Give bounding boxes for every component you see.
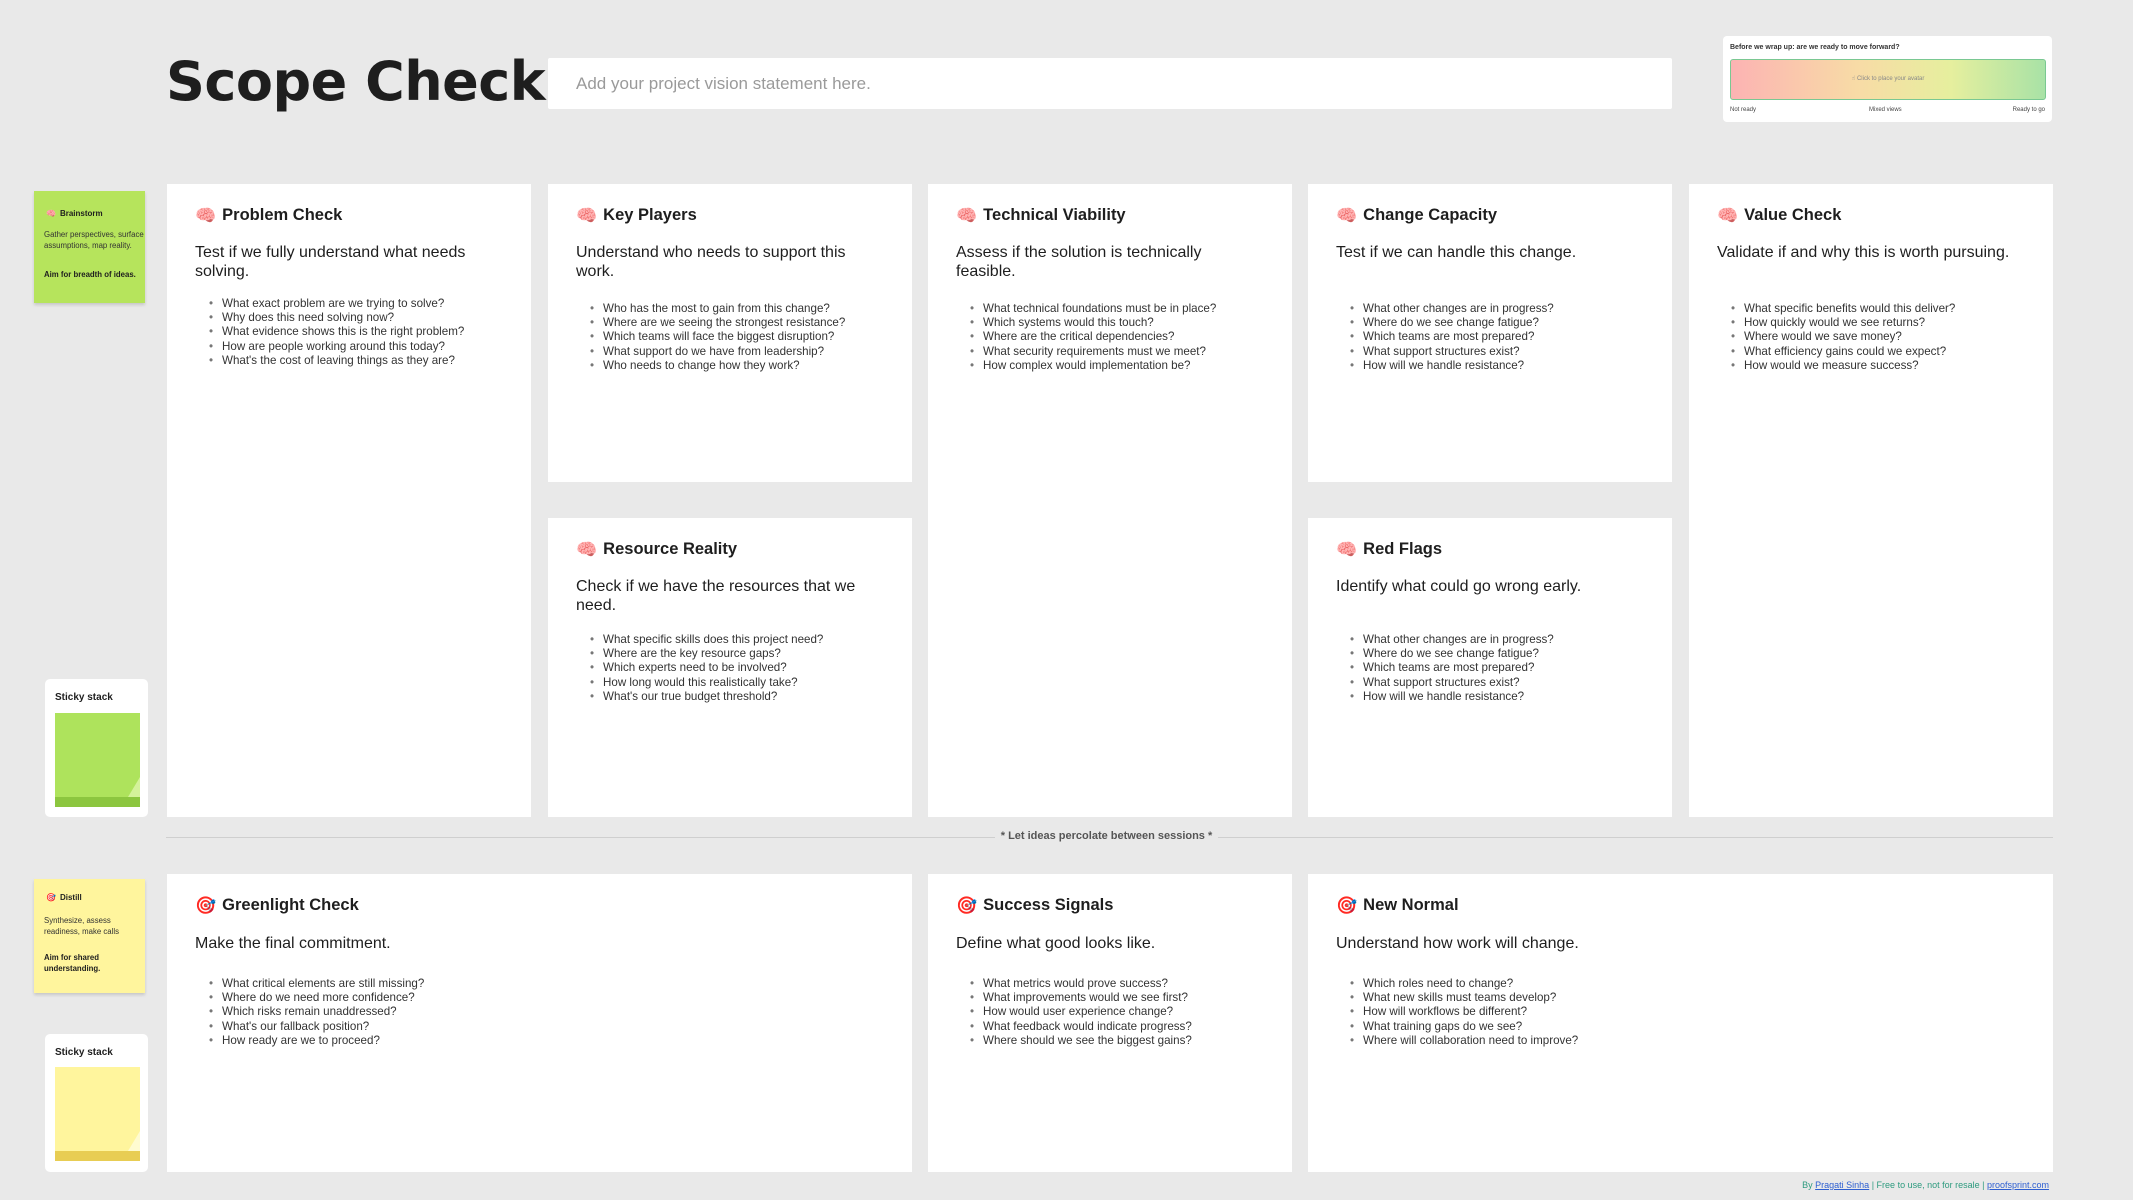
list-item: • What feedback would indicate progress? bbox=[983, 1020, 1272, 1034]
place-avatar-hint: ☝ Click to place your avatar bbox=[1851, 76, 1925, 82]
card-red-flags[interactable] bbox=[1308, 518, 1672, 817]
divider-label: * Let ideas percolate between sessions * bbox=[0, 830, 2133, 842]
card-description: Validate if and why this is worth pursuing. bbox=[1717, 244, 2010, 261]
card-title: New Normal bbox=[1363, 896, 1459, 914]
card-description: Identify what could go wrong early. bbox=[1336, 578, 1582, 595]
list-item: • Which teams will face the biggest disruption? bbox=[603, 330, 892, 344]
list-item: • What improvements would we see first? bbox=[983, 991, 1272, 1005]
card-success-signals[interactable] bbox=[928, 874, 1292, 1172]
list-item: • What specific benefits would this deliver? bbox=[1744, 302, 2033, 316]
card-greenlight-check[interactable] bbox=[167, 874, 912, 1172]
list-item: • Why does this need solving now? bbox=[222, 311, 511, 325]
vision-statement-input[interactable] bbox=[548, 58, 1672, 109]
scale-label-not-ready: Not ready bbox=[1730, 107, 1757, 113]
brain-icon: 🧠 bbox=[1336, 540, 1358, 559]
brainstorm-description: Gather perspectives, surface assumptions, map reality. bbox=[44, 230, 144, 250]
list-item: • Which systems would this touch? bbox=[983, 316, 1272, 330]
list-item: • Which risks remain unaddressed? bbox=[222, 1005, 892, 1019]
card-title: Change Capacity bbox=[1363, 206, 1498, 224]
list-item: • Where are the critical dependencies? bbox=[983, 330, 1272, 344]
card-description: Assess if the solution is technically feasible. bbox=[956, 244, 1202, 280]
site-link[interactable]: proofsprint.com bbox=[1986, 1180, 2049, 1190]
list-item: • Where do we see change fatigue? bbox=[1363, 647, 1652, 661]
list-item: • How are people working around this today? bbox=[222, 340, 511, 354]
list-item: • Where are we seeing the strongest resistance? bbox=[603, 316, 892, 330]
list-item: • How would user experience change? bbox=[983, 1005, 1272, 1019]
list-item: • What support structures exist? bbox=[1363, 345, 1652, 359]
card-description: Test if we can handle this change. bbox=[1336, 244, 1577, 261]
card-description: Understand how work will change. bbox=[1336, 935, 1579, 952]
sticky-stack-label: Sticky stack bbox=[55, 692, 113, 703]
vision-statement-field[interactable] bbox=[548, 58, 1672, 109]
list-item: • What technical foundations must be in place? bbox=[983, 302, 1272, 316]
list-item: • What support structures exist? bbox=[1363, 676, 1652, 690]
question-list bbox=[1363, 302, 1652, 373]
list-item: • How will we handle resistance? bbox=[1363, 690, 1652, 704]
card-description: Test if we fully understand what needs solving. bbox=[195, 244, 466, 280]
brainstorm-aim: Aim for breadth of ideas. bbox=[44, 270, 136, 279]
readiness-scale[interactable] bbox=[1730, 59, 2046, 100]
card-title: Value Check bbox=[1744, 206, 1842, 224]
list-item: • Which teams are most prepared? bbox=[1363, 330, 1652, 344]
target-icon: 🎯 bbox=[195, 896, 217, 915]
distill-sticky-note[interactable]: 🎯 Distill Synthesize, assess readiness, make calls Aim for shared understanding. bbox=[34, 879, 145, 993]
scale-label-ready: Ready to go bbox=[2012, 107, 2045, 113]
list-item: • How will we handle resistance? bbox=[1363, 359, 1652, 373]
brain-icon: 🧠 bbox=[46, 209, 56, 218]
card-title: Problem Check bbox=[222, 206, 343, 224]
distill-aim: Aim for shared understanding. bbox=[44, 953, 101, 973]
brain-icon: 🧠 bbox=[576, 206, 598, 225]
card-new-normal[interactable] bbox=[1308, 874, 2053, 1172]
question-list bbox=[983, 977, 1272, 1048]
card-title: Resource Reality bbox=[603, 540, 738, 558]
list-item: • Where will collaboration need to improve? bbox=[1363, 1034, 2033, 1048]
question-list bbox=[603, 302, 892, 373]
card-resource-reality[interactable] bbox=[548, 518, 912, 817]
list-item: • What metrics would prove success? bbox=[983, 977, 1272, 991]
list-item: • What support do we have from leadership? bbox=[603, 345, 892, 359]
footer-credit: By Pragati Sinha | Free to use, not for resale | proofsprint.com bbox=[1802, 1180, 2049, 1190]
distill-description: Synthesize, assess readiness, make calls bbox=[44, 916, 119, 936]
list-item: • What other changes are in progress? bbox=[1363, 302, 1652, 316]
card-problem-check[interactable] bbox=[167, 184, 531, 817]
list-item: • Who needs to change how they work? bbox=[603, 359, 892, 373]
list-item: • What's our fallback position? bbox=[222, 1020, 892, 1034]
target-icon: 🎯 bbox=[1336, 896, 1358, 915]
list-item: • What evidence shows this is the right problem? bbox=[222, 325, 511, 339]
card-key-players[interactable] bbox=[548, 184, 912, 482]
list-item: • What's the cost of leaving things as they are? bbox=[222, 354, 511, 368]
card-technical-viability[interactable] bbox=[928, 184, 1292, 817]
list-item: • Which experts need to be involved? bbox=[603, 661, 892, 675]
list-item: • What training gaps do we see? bbox=[1363, 1020, 2033, 1034]
question-list bbox=[1363, 977, 2033, 1048]
card-title: Success Signals bbox=[983, 896, 1114, 914]
brain-icon: 🧠 bbox=[1336, 206, 1358, 225]
scale-label-mixed: Mixed views bbox=[1869, 107, 1902, 113]
sticky-stack-green[interactable] bbox=[45, 679, 148, 817]
list-item: • Where do we see change fatigue? bbox=[1363, 316, 1652, 330]
list-item: • How will workflows be different? bbox=[1363, 1005, 2033, 1019]
list-item: • What other changes are in progress? bbox=[1363, 633, 1652, 647]
card-title: Key Players bbox=[603, 206, 697, 224]
list-item: • How quickly would we see returns? bbox=[1744, 316, 2033, 330]
green-sticky-pad[interactable] bbox=[55, 713, 140, 807]
question-list bbox=[983, 302, 1272, 373]
readiness-question: Before we wrap up: are we ready to move forward? bbox=[1730, 44, 1900, 51]
card-title: Red Flags bbox=[1363, 540, 1443, 558]
brain-icon: 🧠 bbox=[1717, 206, 1739, 225]
card-title: Greenlight Check bbox=[222, 896, 359, 914]
list-item: • How long would this realistically take? bbox=[603, 676, 892, 690]
list-item: • What efficiency gains could we expect? bbox=[1744, 345, 2033, 359]
question-list bbox=[603, 633, 892, 704]
list-item: • Where would we save money? bbox=[1744, 330, 2033, 344]
list-item: • What exact problem are we trying to solve? bbox=[222, 297, 511, 311]
list-item: • How ready are we to proceed? bbox=[222, 1034, 892, 1048]
list-item: • What specific skills does this project need? bbox=[603, 633, 892, 647]
target-icon: 🎯 bbox=[956, 896, 978, 915]
list-item: • What's our true budget threshold? bbox=[603, 690, 892, 704]
readiness-rating-widget bbox=[1723, 36, 2052, 122]
list-item: • What security requirements must we meet? bbox=[983, 345, 1272, 359]
list-item: • Where are the key resource gaps? bbox=[603, 647, 892, 661]
list-item: • Which teams are most prepared? bbox=[1363, 661, 1652, 675]
list-item: • What critical elements are still missing? bbox=[222, 977, 892, 991]
list-item: • How complex would implementation be? bbox=[983, 359, 1272, 373]
card-description: Make the final commitment. bbox=[195, 935, 391, 952]
question-list bbox=[1363, 633, 1652, 704]
target-icon: 🎯 bbox=[46, 893, 56, 902]
list-item: • What new skills must teams develop? bbox=[1363, 991, 2033, 1005]
sticky-stack-label: Sticky stack bbox=[55, 1047, 113, 1058]
card-description: Understand who needs to support this work. bbox=[576, 244, 846, 280]
yellow-sticky-pad[interactable] bbox=[55, 1067, 140, 1161]
card-value-check[interactable] bbox=[1689, 184, 2053, 817]
list-item: • Who has the most to gain from this change? bbox=[603, 302, 892, 316]
list-item: • Where do we need more confidence? bbox=[222, 991, 892, 1005]
brainstorm-sticky-note[interactable]: 🧠 Brainstorm Gather perspectives, surface assumptions, map reality. Aim for breadth of ideas. bbox=[34, 191, 145, 303]
pointer-icon: ☝ bbox=[1851, 76, 1857, 82]
card-change-capacity[interactable] bbox=[1308, 184, 1672, 482]
brain-icon: 🧠 bbox=[195, 206, 217, 225]
list-item: • Where should we see the biggest gains? bbox=[983, 1034, 1272, 1048]
sticky-stack-yellow[interactable] bbox=[45, 1034, 148, 1172]
brain-icon: 🧠 bbox=[956, 206, 978, 225]
card-description: Check if we have the resources that we need. bbox=[576, 578, 856, 614]
question-list bbox=[222, 977, 892, 1048]
list-item: • Which roles need to change? bbox=[1363, 977, 2033, 991]
page-title: Scope Check bbox=[166, 50, 546, 113]
card-title: Technical Viability bbox=[983, 206, 1126, 224]
question-list bbox=[1744, 302, 2033, 373]
list-item: • How would we measure success? bbox=[1744, 359, 2033, 373]
question-list bbox=[222, 297, 511, 368]
card-description: Define what good looks like. bbox=[956, 935, 1156, 952]
author-link[interactable]: Pragati Sinha bbox=[1815, 1180, 1870, 1190]
brain-icon: 🧠 bbox=[576, 540, 598, 559]
